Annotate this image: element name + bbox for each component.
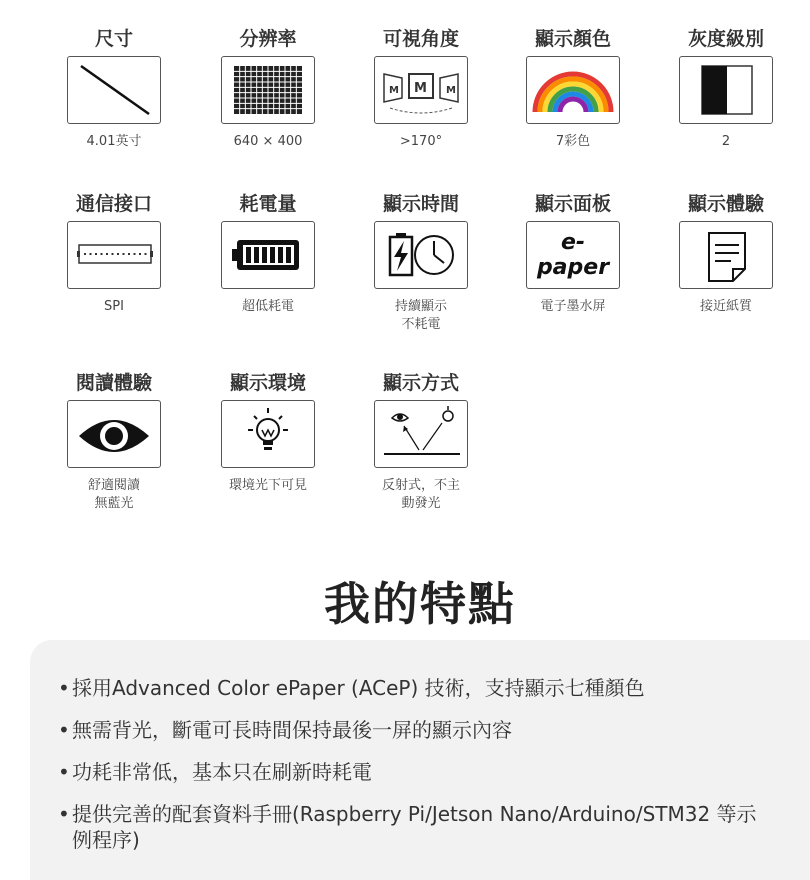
spec-value-line2: 無藍光 <box>94 496 134 511</box>
feature-item: • 無需背光，斷電可長時間保持最後一屏的顯示內容 <box>58 718 512 742</box>
spec-title: 顯示環境 <box>229 372 306 394</box>
spec-reading <box>49 370 179 513</box>
spec-title: 顯示體驗 <box>687 193 764 215</box>
viewing-angle-icon <box>374 56 468 124</box>
spec-value: 電子墨水屏 <box>540 299 606 314</box>
spec-title: 顯示方式 <box>382 372 459 394</box>
spec-viewing-angle <box>356 26 486 151</box>
spec-resolution <box>203 26 333 151</box>
feature-text: 功耗非常低，基本只在刷新時耗電 <box>72 760 372 784</box>
spec-experience <box>661 191 791 316</box>
spec-value: SPI <box>104 299 124 314</box>
spec-value: 640 × 400 <box>233 134 303 149</box>
svg-text:M: M <box>446 85 456 96</box>
spec-panel <box>508 191 638 316</box>
spec-title: 可視角度 <box>382 28 459 50</box>
feature-item: • 功耗非常低，基本只在刷新時耗電 <box>58 760 372 784</box>
spec-value: 7彩色 <box>555 134 591 149</box>
spec-display-color <box>508 26 638 151</box>
spec-display-mode <box>356 370 486 513</box>
spec-value: 接近紙質 <box>699 299 752 314</box>
battery-clock-icon <box>374 221 468 289</box>
feature-item: • 提供完善的配套資料手冊(Raspberry Pi/Jetson Nano/Arduino/STM32 等示 <box>58 802 757 826</box>
svg-text:M: M <box>389 85 399 96</box>
spec-title: 通信接口 <box>75 193 152 215</box>
pixel-grid-icon <box>221 56 315 124</box>
spec-value: >170° <box>399 134 443 149</box>
feature-text: 無需背光，斷電可長時間保持最後一屏的顯示內容 <box>72 718 512 742</box>
spec-value: 環境光下可見 <box>228 478 307 493</box>
feature-text: 例程序) <box>72 828 140 852</box>
feature-item: • 採用Advanced Color ePaper (ACeP) 技術，支持顯示七種顏色 <box>58 676 645 700</box>
spec-grayscale <box>661 26 791 151</box>
diagonal-size-icon <box>67 56 161 124</box>
spec-title: 分辨率 <box>239 28 297 50</box>
spec-display-time <box>356 191 486 334</box>
feature-text: 提供完善的配套資料手冊(Raspberry Pi/Jetson Nano/Arduino/STM32 等示 <box>72 802 757 826</box>
spec-title: 顯示時間 <box>382 193 459 215</box>
spec-title: 灰度級別 <box>687 28 764 50</box>
spec-title: 耗電量 <box>239 193 297 215</box>
connector-icon <box>67 221 161 289</box>
spec-environment <box>203 370 333 495</box>
spec-value-line2: 不耗電 <box>401 317 441 332</box>
spec-interface <box>49 191 179 316</box>
spec-value: 2 <box>721 134 731 149</box>
page-title: 我的特點 <box>324 577 516 631</box>
rainbow-icon <box>526 56 620 124</box>
spec-value-line1: 舒適閱讀 <box>87 478 140 493</box>
battery-icon <box>221 221 315 289</box>
reflection-icon <box>374 400 468 468</box>
spec-value-line1: 反射式，不主 <box>381 478 460 493</box>
spec-title: 顯示顏色 <box>534 28 611 50</box>
spec-size <box>49 26 179 151</box>
epaper-label: e-paper <box>536 230 610 280</box>
svg-text:M: M <box>414 81 427 96</box>
grayscale-icon <box>679 56 773 124</box>
eye-icon <box>67 400 161 468</box>
spec-value: 4.01英寸 <box>86 134 142 149</box>
feature-item-continuation <box>58 827 798 853</box>
spec-value-line1: 持續顯示 <box>394 299 447 314</box>
spec-power <box>203 191 333 316</box>
spec-value-line2: 動發光 <box>401 496 441 511</box>
epaper-icon <box>526 221 620 289</box>
spec-title: 閱讀體驗 <box>75 372 152 394</box>
light-bulb-icon <box>221 400 315 468</box>
spec-value: 超低耗電 <box>241 299 294 314</box>
feature-text: 採用Advanced Color ePaper (ACeP) 技術，支持顯示七種顏色 <box>72 676 645 700</box>
spec-title: 尺寸 <box>94 28 133 50</box>
paper-document-icon <box>679 221 773 289</box>
spec-title: 顯示面板 <box>534 193 611 215</box>
